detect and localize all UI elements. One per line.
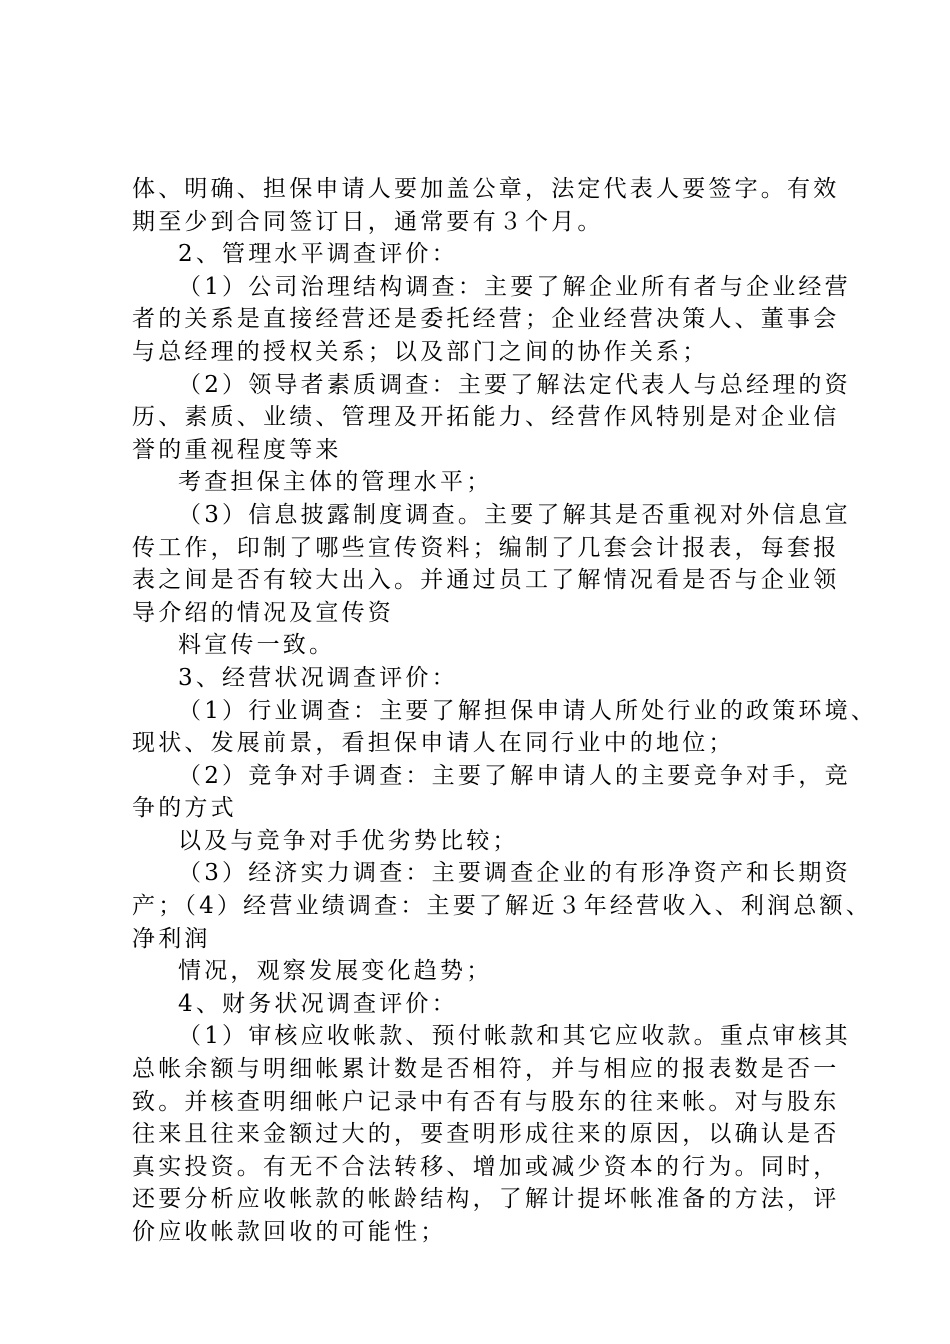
document-line: 3、经营状况调查评价： <box>178 664 458 691</box>
document-line: （2）竞争对手调查：主要了解申请人的主要竞争对手，竞 <box>178 762 851 789</box>
document-line: （1）公司治理结构调查：主要了解企业所有者与企业经营 <box>178 273 851 300</box>
document-line: 情况，观察发展变化趋势； <box>178 958 493 985</box>
document-line: 2、管理水平调查评价： <box>178 241 458 268</box>
document-line: （1）行业调查：主要了解担保申请人所处行业的政策环境、 <box>178 697 878 724</box>
document-line: 真实投资。有无不合法转移、增加或减少资本的行为。同时， <box>132 1153 840 1180</box>
document-line: 期至少到合同签订日，通常要有３个月。 <box>132 208 604 235</box>
document-line: 争的方式 <box>132 795 237 822</box>
document-line: （3）经济实力调查：主要调查企业的有形净资产和长期资 <box>178 860 851 887</box>
document-line: 导介绍的情况及宣传资 <box>132 599 394 626</box>
document-line: 4、财务状况调查评价： <box>178 990 458 1017</box>
document-line: 还要分析应收帐款的帐龄结构，了解计提坏帐准备的方法，评 <box>132 1186 840 1213</box>
document-line: 传工作，印制了哪些宣传资料；编制了几套会计报表，每套报 <box>132 534 840 561</box>
document-line: 表之间是否有较大出入。并通过员工了解情况看是否与企业领 <box>132 567 840 594</box>
document-line: 产；（4）经营业绩调查：主要了解近３年经营收入、利润总额、 <box>132 893 872 920</box>
document-line: 料宣传一致。 <box>178 632 336 659</box>
document-body <box>132 173 878 1249</box>
document-line: 者的关系是直接经营还是委托经营；企业经营决策人、董事会 <box>132 306 840 333</box>
document-line: 体、明确、担保申请人要加盖公章，法定代表人要签字。有效 <box>132 176 840 202</box>
document-line: （2）领导者素质调查：主要了解法定代表人与总经理的资 <box>178 371 851 398</box>
document-line: （3）信息披露制度调查。主要了解其是否重视对外信息宣 <box>178 501 851 528</box>
document-line: 总帐余额与明细帐累计数是否相符，并与相应的报表数是否一 <box>132 1056 840 1083</box>
document-line: 致。并核查明细帐户记录中有否有与股东的往来帐。对与股东 <box>132 1088 840 1115</box>
document-line: 考查担保主体的管理水平； <box>178 469 493 496</box>
document-line: 誉的重视程度等来 <box>132 436 342 463</box>
document-line: 历、素质、业绩、管理及开拓能力、经营作风特别是对企业信 <box>132 404 840 431</box>
document-line: 以及与竞争对手优劣势比较； <box>178 827 519 854</box>
document-line: 现状、发展前景，看担保申请人在同行业中的地位； <box>132 730 735 757</box>
document-line: 往来且往来金额过大的，要查明形成往来的原因，以确认是否 <box>132 1121 840 1148</box>
document-line: 净利润 <box>132 925 211 952</box>
document-line: 与总经理的授权关系；以及部门之间的协作关系； <box>132 338 709 365</box>
document-line: （1）审核应收帐款、预付帐款和其它应收款。重点审核其 <box>178 1023 851 1050</box>
document-line: 价应收帐款回收的可能性； <box>132 1219 447 1245</box>
